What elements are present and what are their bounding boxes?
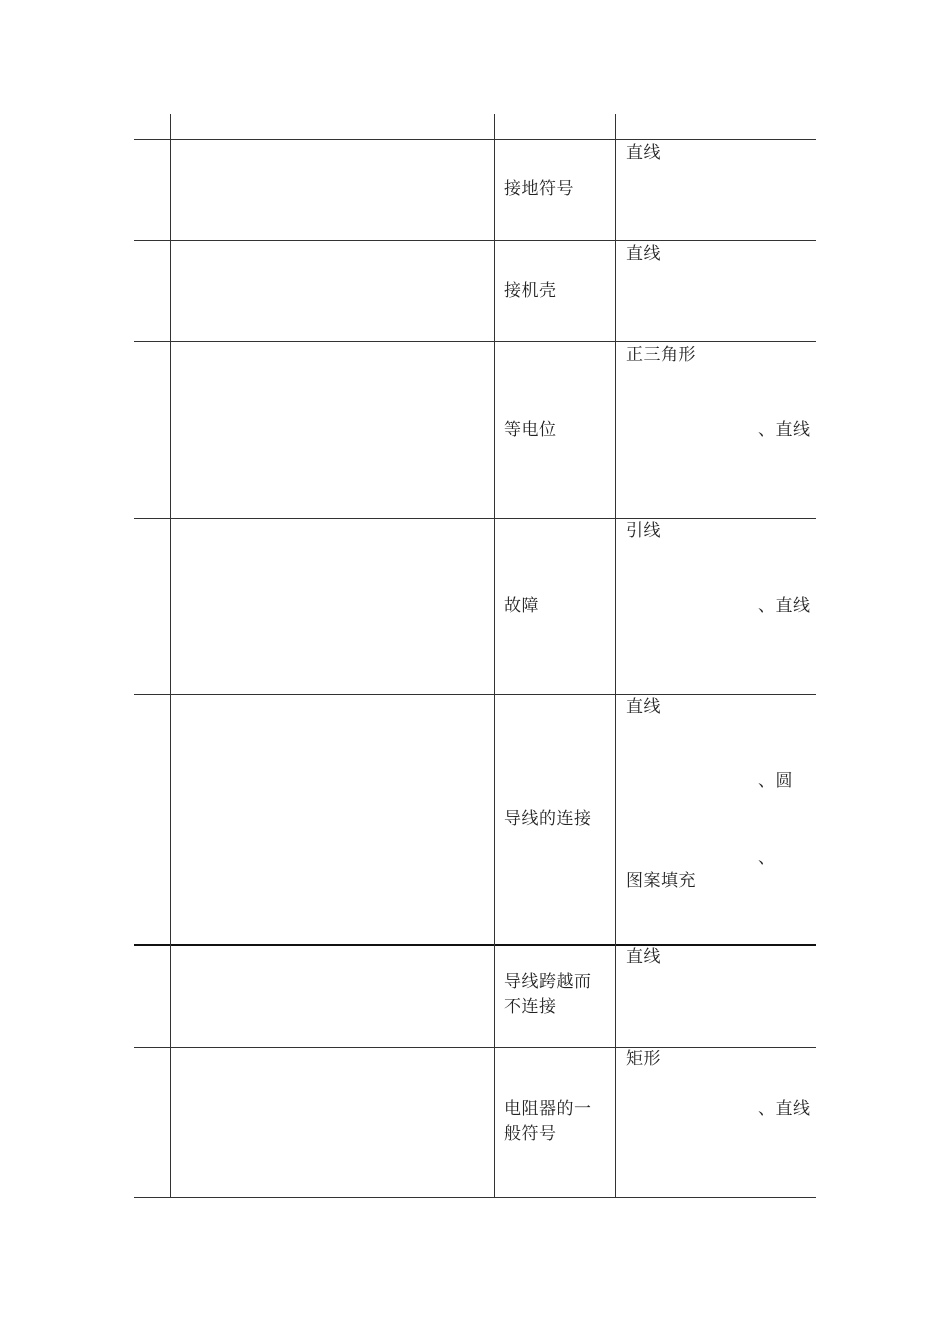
drawing-tool-cell: 、直线: [758, 1099, 811, 1119]
row-divider: [134, 1047, 816, 1048]
drawing-tool-cell: 、: [758, 848, 776, 868]
drawing-tool-cell: 直线: [626, 947, 661, 967]
symbol-name-cell: 电阻器的一般符号: [504, 1099, 592, 1144]
symbol-name-cell: 导线的连接: [504, 809, 592, 829]
row-divider: [134, 518, 816, 519]
row-divider: [134, 139, 816, 140]
drawing-tool-cell: 、直线: [758, 596, 811, 616]
drawing-tool-cell: 直线: [626, 697, 661, 717]
symbol-name-cell: 接机壳: [504, 281, 557, 301]
row-divider: [134, 240, 816, 241]
drawing-tool-cell: 引线: [626, 521, 661, 541]
drawing-tool-cell: 矩形: [626, 1049, 661, 1069]
symbol-name-cell: 接地符号: [504, 179, 574, 199]
row-divider: [134, 944, 816, 946]
drawing-tool-cell: 、圆: [758, 771, 793, 791]
drawing-tool-cell: 直线: [626, 143, 661, 163]
column-divider: [494, 114, 495, 1198]
column-divider: [615, 114, 616, 1198]
symbol-name-cell: 故障: [504, 596, 539, 616]
symbol-name-cell: 等电位: [504, 420, 557, 440]
drawing-tool-cell: 正三角形: [626, 345, 696, 365]
row-divider: [134, 341, 816, 342]
symbol-name-cell: 导线跨越而不连接: [504, 972, 592, 1017]
drawing-tool-cell: 直线: [626, 244, 661, 264]
row-divider: [134, 694, 816, 695]
column-divider: [170, 114, 171, 1198]
drawing-tool-cell: 、直线: [758, 420, 811, 440]
table-bottom-border: [134, 1197, 816, 1198]
drawing-tool-cell: 图案填充: [626, 871, 696, 891]
